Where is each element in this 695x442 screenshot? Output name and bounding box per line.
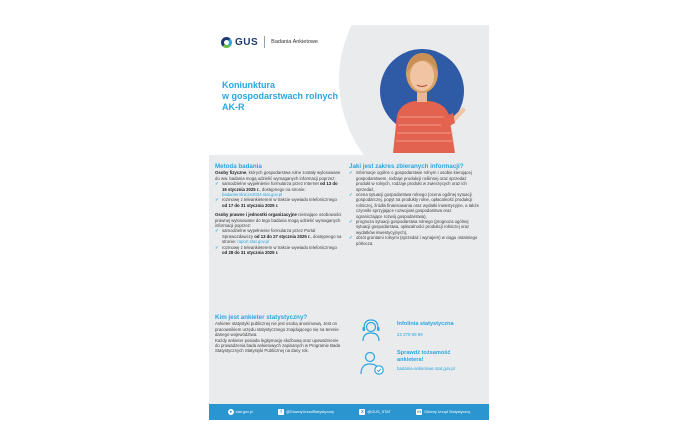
check-icon: ✓: [215, 244, 219, 250]
footer-text: Główny Urząd Statystyczny: [424, 410, 471, 414]
interviewer-text: Ankieter statystyki publicznej nie jest osobą anonimową. Jest on pracownikiem urzędu statystycznego znajdującego się na terenie danego województwa.: [215, 321, 339, 338]
scope-heading: Jaki jest zakres zbieranych informacji?: [349, 163, 464, 170]
footer-bar: [209, 404, 489, 420]
scope-item: obrót gruntami rolnymi (sprzedaż i wynajem) w ciągu ostatniego półrocza.: [356, 235, 478, 246]
footer-text: stat.gov.pl: [235, 410, 253, 414]
facebook-icon: f: [278, 409, 284, 415]
hotline-heading: Infolinia statystyczna: [397, 321, 454, 327]
gus-logo-icon: [221, 37, 232, 48]
item-date: od 17 do 31 stycznia 2025 r.: [222, 202, 279, 208]
check-icon: ✓: [215, 197, 219, 203]
check-icon: ✓: [349, 235, 353, 241]
headset-icon: [359, 318, 383, 342]
item-text: , dostępnego na stronie:: [259, 186, 306, 192]
item-date: od 13 do 16 stycznia 2025 r.: [222, 181, 338, 192]
verify-link[interactable]: badania-ankietowe.stat.gov.pl: [397, 366, 455, 371]
scope-section: [349, 164, 479, 246]
item-date: od 28 do 31 stycznia 2025 r.: [222, 250, 279, 256]
method-heading: Metoda badania: [215, 163, 262, 170]
legal-label: Osoby prawne i jednostki organizacyjne: [215, 212, 297, 218]
hero-section: [209, 25, 489, 155]
id-check-icon: [359, 349, 385, 375]
check-icon: ✓: [215, 181, 219, 187]
item-text: rozmowę z teleankieterem w trakcie wywiadu telefonicznego: [222, 197, 337, 203]
verify-heading-line: ankietera!: [397, 357, 424, 363]
interviewer-section: [215, 315, 341, 354]
title-line: w gospodarstwach rolnych: [222, 91, 339, 101]
legal-intro: [215, 212, 343, 228]
list-item: [215, 228, 343, 244]
list-item: [215, 181, 343, 197]
hotline-phone[interactable]: 22 279 99 99: [397, 332, 423, 337]
gus-logo: [221, 36, 318, 48]
scope-item: informacje ogólne o gospodarstwie rolnym i osobie kierującej gospodarstwem, rodzaje produkcji roślinnej oraz sprzedaż produkt w rolnych, rodzaje produkt w zwierzęcych oraz ich sprzedaż,: [356, 170, 472, 192]
interviewer-heading: Kim jest ankieter statystyczny?: [215, 314, 308, 321]
globe-icon: ●: [229, 409, 233, 414]
linkedin-icon: in: [417, 409, 422, 414]
logo-subtitle: Badania Ankietowe: [271, 39, 318, 45]
woman-pointing-illustration: [367, 33, 477, 153]
footer-item-website[interactable]: [228, 409, 253, 415]
footer-item-facebook[interactable]: [278, 409, 334, 415]
method-section: [215, 164, 343, 256]
list-item: [349, 170, 479, 192]
footer-item-linkedin[interactable]: [416, 409, 470, 415]
legal-text: niemające osobowości prawnej wylosowane do tego badania mogą udzielić wymaganych informacji poprzez:: [215, 212, 342, 229]
check-icon: ✓: [349, 192, 353, 198]
scope-item: ocena sytuacji gospodarstwa rolnego (ocena ogólnej sytuacji gospodarczej, popyt na produkty rolne, opłacalność produkcji rolniczej, źródła finansowania oraz wydatki inwestycyjne, a także czynniki sprzyjające rozwojowi gospodarstwa oraz ograniczające rozwój gospodarstwa),: [356, 192, 479, 219]
footer-text: @GUS_STAT: [367, 410, 391, 414]
physical-label: Osoby fizyczne: [215, 170, 247, 176]
check-icon: ✓: [215, 228, 219, 234]
check-icon: ✓: [349, 219, 353, 225]
physical-intro: [215, 170, 343, 181]
list-item: [349, 219, 479, 235]
item-text: samodzielne wypełnienie formularza przez Internet: [222, 181, 320, 187]
check-icon: ✓: [349, 170, 353, 176]
survey-link[interactable]: badanierolnicze2024.stat.gov.pl: [222, 192, 283, 198]
footer-text: @GlownyUrzadStatystyczny: [286, 410, 335, 414]
footer-item-x[interactable]: [359, 409, 390, 415]
verify-heading: [397, 350, 450, 364]
item-text: , dostępnego na stronie:: [222, 233, 342, 245]
interviewer-text: Każdy ankieter posiada legitymację służbową oraz upoważnienie do prowadzenia bada ankietowych zapisanych w Programie Bada Statystycznych Statystyki Publicznej na dany rok.: [215, 337, 341, 354]
verify-heading-line: Sprawdź tożsamość: [397, 350, 451, 356]
scope-item: prognoza sytuacji gospodarstwa rolnego (prognoza ogólnej sytuacji gospodarstwa, opłacalności produkcji rolniczej oraz wydatków inwestycyjnych),: [356, 219, 470, 235]
x-icon: X: [360, 409, 364, 414]
page-title: [222, 80, 338, 113]
title-line: Koniunktura: [222, 80, 275, 90]
title-line: AK-R: [222, 102, 245, 112]
item-text: samodzielne wypełnienie formularza przez Portal Sprawozdawczy: [222, 228, 316, 239]
list-item: [349, 235, 479, 246]
portal-link[interactable]: raport.stat.gov.pl: [237, 239, 269, 245]
physical-text: , których gospodarstwa rolne zostały wylosowane do ww. badania mogą udzielić wymaganych informacji poprzez:: [215, 170, 341, 181]
item-date: od 13 do 27 stycznia 2025 r.: [254, 233, 311, 239]
logo-divider: [264, 36, 265, 48]
item-text: rozmowę z teleankieterem w trakcie wywiadu telefonicznego: [222, 244, 337, 250]
list-item: [349, 192, 479, 219]
list-item: [215, 245, 343, 256]
logo-text: GUS: [235, 36, 259, 48]
list-item: [215, 197, 343, 208]
leaflet: [209, 25, 489, 420]
